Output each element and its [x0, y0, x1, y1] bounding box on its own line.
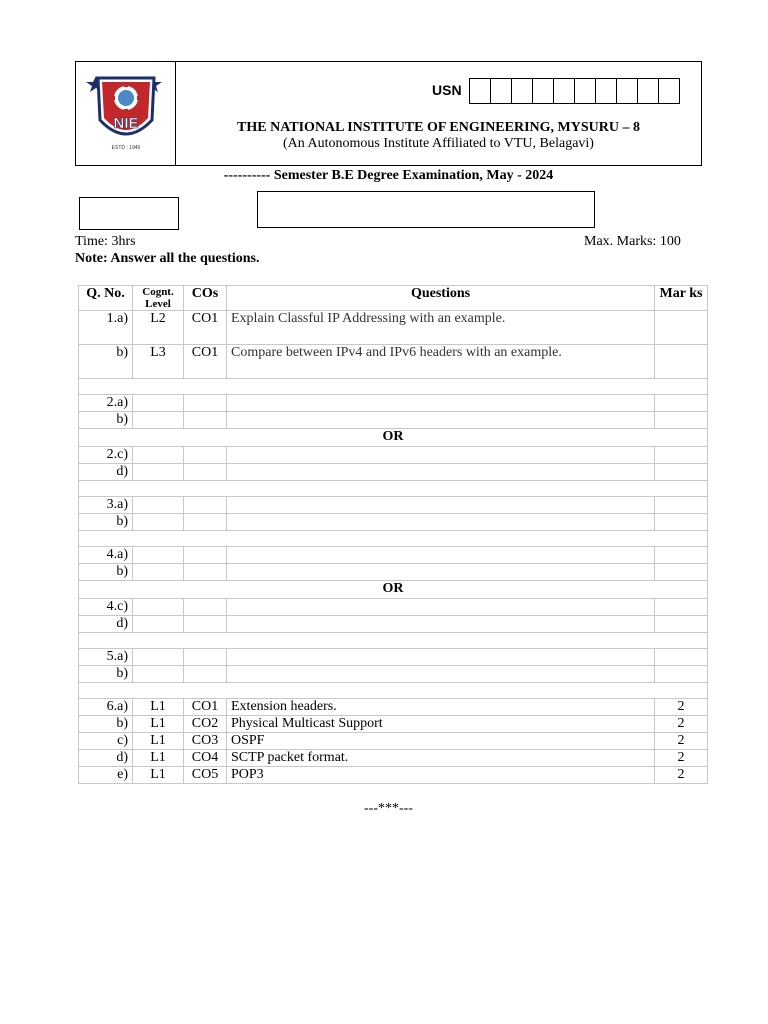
question-number: b): [79, 412, 133, 429]
question-marks: 2: [655, 767, 708, 784]
table-row: [79, 733, 708, 750]
or-label: OR: [79, 429, 708, 447]
cognitive-level: L2: [133, 311, 184, 345]
question-number: c): [79, 733, 133, 750]
course-outcome: [184, 616, 227, 633]
question-text: Physical Multicast Support: [227, 716, 655, 733]
question-text: [227, 464, 655, 481]
question-number: b): [79, 716, 133, 733]
question-text: [227, 447, 655, 464]
course-outcome: CO1: [184, 699, 227, 716]
usn-label: USN: [432, 82, 462, 98]
institute-name: THE NATIONAL INSTITUTE OF ENGINEERING, MYSURU – 8: [237, 120, 640, 135]
or-divider-row: [79, 581, 708, 599]
question-text: [227, 497, 655, 514]
header-qno: Q. No.: [79, 286, 133, 311]
header-marks: Mar ks: [655, 286, 708, 311]
cognitive-level: [133, 649, 184, 666]
cognitive-level: [133, 666, 184, 683]
question-text: [227, 649, 655, 666]
table-spacer-row: [79, 683, 708, 699]
question-marks: [655, 497, 708, 514]
table-spacer-row: [79, 633, 708, 649]
question-marks: [655, 412, 708, 429]
question-marks: 2: [655, 699, 708, 716]
cognitive-level: [133, 547, 184, 564]
course-outcome: CO3: [184, 733, 227, 750]
subject-code-box: [79, 197, 179, 230]
question-number: 2.a): [79, 395, 133, 412]
institute-subtitle: (An Autonomous Institute Affiliated to VTU, Belagavi): [283, 136, 594, 151]
question-number: b): [79, 345, 133, 379]
question-marks: [655, 395, 708, 412]
table-row: [79, 412, 708, 429]
header-box: [75, 61, 702, 166]
cognitive-level: [133, 412, 184, 429]
cognitive-level: [133, 564, 184, 581]
course-outcome: CO4: [184, 750, 227, 767]
question-marks: [655, 616, 708, 633]
table-row: [79, 699, 708, 716]
question-marks: [655, 464, 708, 481]
question-number: 4.a): [79, 547, 133, 564]
course-outcome: [184, 599, 227, 616]
question-marks: [655, 547, 708, 564]
table-row: [79, 395, 708, 412]
question-text: SCTP packet format.: [227, 750, 655, 767]
or-divider-row: [79, 429, 708, 447]
header-questions: Questions: [227, 286, 655, 311]
course-outcome: CO5: [184, 767, 227, 784]
cognitive-level: [133, 395, 184, 412]
course-outcome: [184, 547, 227, 564]
exam-note: Note: Answer all the questions.: [75, 251, 260, 266]
question-number: d): [79, 750, 133, 767]
table-row: [79, 311, 708, 345]
course-outcome: [184, 497, 227, 514]
question-number: b): [79, 666, 133, 683]
course-outcome: [184, 666, 227, 683]
cognitive-level: [133, 464, 184, 481]
header-level: Cognt. Level: [133, 286, 184, 311]
table-row: [79, 514, 708, 531]
question-text: [227, 564, 655, 581]
cognitive-level: L1: [133, 733, 184, 750]
question-number: b): [79, 564, 133, 581]
question-marks: 2: [655, 733, 708, 750]
course-outcome: [184, 564, 227, 581]
question-number: 3.a): [79, 497, 133, 514]
table-row: [79, 716, 708, 733]
course-outcome: [184, 464, 227, 481]
exam-time: Time: 3hrs: [75, 234, 136, 249]
course-outcome: CO2: [184, 716, 227, 733]
question-text: Compare between IPv4 and IPv6 headers with an example.: [227, 345, 655, 379]
question-number: d): [79, 464, 133, 481]
question-text: [227, 666, 655, 683]
question-number: 2.c): [79, 447, 133, 464]
usn-digit-box[interactable]: [469, 78, 491, 104]
table-row: [79, 497, 708, 514]
exam-title: ---------- Semester B.E Degree Examination, May - 2024: [223, 168, 554, 183]
question-marks: [655, 345, 708, 379]
subject-title-box: [257, 191, 595, 228]
usn-digit-box[interactable]: [595, 78, 617, 104]
course-outcome: [184, 649, 227, 666]
question-marks: [655, 599, 708, 616]
table-row: [79, 666, 708, 683]
table-spacer-row: [79, 481, 708, 497]
question-text: [227, 616, 655, 633]
header-cos: COs: [184, 286, 227, 311]
question-text: OSPF: [227, 733, 655, 750]
logo-estd: ESTD : 1946: [111, 145, 141, 151]
cognitive-level: [133, 514, 184, 531]
nie-emblem-icon: [86, 68, 166, 154]
usn-digit-box[interactable]: [553, 78, 575, 104]
cognitive-level: [133, 599, 184, 616]
question-marks: [655, 514, 708, 531]
table-row: [79, 649, 708, 666]
usn-digit-box[interactable]: [490, 78, 512, 104]
question-marks: [655, 649, 708, 666]
question-table: [78, 285, 708, 784]
question-marks: [655, 666, 708, 683]
question-number: b): [79, 514, 133, 531]
course-outcome: [184, 514, 227, 531]
table-row: [79, 447, 708, 464]
cognitive-level: [133, 447, 184, 464]
course-outcome: [184, 447, 227, 464]
table-row: [79, 547, 708, 564]
cognitive-level: L1: [133, 699, 184, 716]
question-number: 5.a): [79, 649, 133, 666]
table-row: [79, 767, 708, 784]
usn-digit-box[interactable]: [532, 78, 554, 104]
question-text: [227, 547, 655, 564]
cognitive-level: L1: [133, 750, 184, 767]
question-number: e): [79, 767, 133, 784]
course-outcome: CO1: [184, 311, 227, 345]
table-header-row: [79, 286, 708, 311]
question-text: [227, 395, 655, 412]
usn-digit-box[interactable]: [574, 78, 596, 104]
question-marks: 2: [655, 750, 708, 767]
cognitive-level: [133, 616, 184, 633]
question-text: POP3: [227, 767, 655, 784]
question-text: Explain Classful IP Addressing with an example.: [227, 311, 655, 345]
question-marks: [655, 447, 708, 464]
logo-text: NIE: [113, 115, 139, 132]
usn-digit-box[interactable]: [511, 78, 533, 104]
cognitive-level: L1: [133, 716, 184, 733]
table-row: [79, 564, 708, 581]
question-text: [227, 599, 655, 616]
cognitive-level: L1: [133, 767, 184, 784]
cognitive-level: L3: [133, 345, 184, 379]
logo-cell: [76, 62, 176, 165]
table-row: [79, 616, 708, 633]
course-outcome: [184, 412, 227, 429]
table-spacer-row: [79, 379, 708, 395]
course-outcome: [184, 395, 227, 412]
table-row: [79, 599, 708, 616]
table-row: [79, 464, 708, 481]
usn-digit-box[interactable]: [616, 78, 638, 104]
question-text: [227, 514, 655, 531]
course-outcome: CO1: [184, 345, 227, 379]
table-row: [79, 345, 708, 379]
usn-boxes: [470, 78, 680, 104]
question-text: Extension headers.: [227, 699, 655, 716]
usn-digit-box[interactable]: [637, 78, 659, 104]
question-text: [227, 412, 655, 429]
question-number: 4.c): [79, 599, 133, 616]
end-mark: ---***---: [364, 801, 413, 816]
table-spacer-row: [79, 531, 708, 547]
question-number: 1.a): [79, 311, 133, 345]
question-marks: [655, 564, 708, 581]
question-number: 6.a): [79, 699, 133, 716]
table-row: [79, 750, 708, 767]
usn-digit-box[interactable]: [658, 78, 680, 104]
or-label: OR: [79, 581, 708, 599]
question-marks: 2: [655, 716, 708, 733]
question-number: d): [79, 616, 133, 633]
max-marks: Max. Marks: 100: [584, 234, 681, 249]
question-marks: [655, 311, 708, 345]
cognitive-level: [133, 497, 184, 514]
